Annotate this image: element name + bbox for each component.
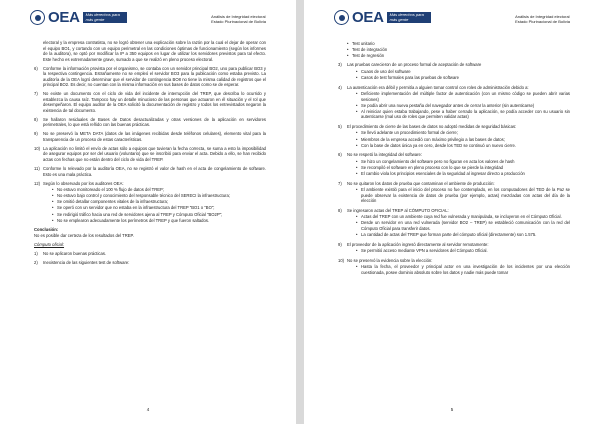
bullet-item: • Cuaos de uso del software	[356, 69, 570, 75]
list-item	[338, 62, 570, 81]
document-page-right	[304, 0, 600, 424]
list-item	[34, 251, 266, 257]
bullet-item: • Hasta la fecha, el proveedor y principal actor en una investigación de los incidentes por una elección cuestionada, posee dominio absoluto sobre los datos y nadie más puede tomar	[356, 264, 570, 275]
page-number: 5	[450, 407, 454, 412]
document-reference	[515, 14, 570, 25]
doc-ref-line-1: Análisis de Integridad electoral	[515, 14, 570, 19]
list-item	[34, 166, 266, 177]
item-text: Las pruebas carecieron de un proceso formal de aceptación de software	[347, 62, 482, 68]
bullet-item: • Test unitario	[347, 41, 570, 47]
item-number: 9)	[34, 131, 38, 137]
bullet-item: • No estuvo bajo control y conocimiento del responsable técnico del SERECI la infraestructura;	[52, 193, 266, 199]
item-text: No existe un documento con el ciclo de vida del incidente de interrupción del TREP, que describa lo ocurrido y establezca la causa raíz. Tampoco hay un detalle minucioso de las personas que actuaron en él situación y el rol que desempeñaron. El equipo auditor de la OEA solicitó la documentación de registro y todos los entrevistados negaron la existencia de tal documento.	[43, 91, 266, 113]
list-item	[34, 181, 266, 224]
item-number: 7)	[338, 180, 342, 186]
logo-text: OEA	[48, 9, 80, 26]
list-item	[34, 131, 266, 142]
item-text: Se hallaron residuales de Bases de Datos desactualizadas y otras versiones de la aplicación en servidores perimetrales, lo que está reñido con las buenas prácticas.	[43, 116, 266, 128]
bullet-item: • Se podía abrir una nueva pestaña del navegador antes de cerrar la anterior (sin autenticarse)	[356, 103, 570, 109]
item-text: Conforme lo relevado por la auditoría OEA, no se registró el valor de hash en el acta de congelamiento de software. Esto es una mala práctica.	[43, 166, 266, 177]
list-item	[34, 91, 266, 113]
bullet-item: • Casos de test formales para las pruebas de software	[356, 75, 570, 81]
bullet-item: • Se operó con un servidor que no estaba en la infraestructura del TREP "BO1 o "BO";	[52, 205, 266, 211]
bullet-item: • No se emplearon adecuadamente los perímetros del TREP y que fueron saltados.	[52, 218, 266, 224]
item-text: El proveedor de la aplicación ingresó directamente al servidor remotamente:	[347, 241, 489, 247]
page-content	[34, 40, 266, 269]
logo-text: OEA	[352, 9, 384, 26]
item-number: 7)	[34, 91, 38, 97]
item-number: 8)	[338, 207, 342, 213]
list-item	[338, 181, 570, 205]
conclusion-heading: Conclusión:	[34, 227, 59, 233]
bullet-list	[347, 130, 570, 148]
item-number: 9)	[338, 241, 342, 247]
item-text: Conforme la información provista por el organismo, se contaba con un servidor principal BO2, uno para publicar BO3 y la respectiva contingencia. Estrañamente no se empleó el servidor BO3 para la publicación como estaba previsto. La auditoría de la OEA logró determinar que el servidor de contingencia BO8 no tiene la misma calidad de registros que el principal BO2. Es decir, no cuentan con la misma información en sus bases de datos como se de esperar.	[43, 65, 266, 88]
bullet-item: • Se llevó adelante un procedimiento formal de cierre;	[356, 130, 570, 136]
bullet-item: • Desde un servidor en una red vulnerada (servidor BO2 – TREP) se estableció comunicación con la red del Cómputo Oficial para transferir datos.	[356, 220, 570, 231]
item-text: Según lo observado por los auditores OEA:	[43, 180, 124, 186]
bullet-list	[347, 159, 570, 177]
doc-ref-line-1: Análisis de Integridad electoral	[211, 14, 266, 19]
section-heading: Cómputo oficial:	[34, 241, 65, 247]
item-text: No se aplicaron buenas prácticas.	[43, 251, 107, 256]
item-number: 10)	[338, 257, 345, 263]
item-number: 6)	[34, 65, 38, 71]
doc-ref-line-2: Estado Plurinacional de Bolivia	[211, 19, 266, 25]
item-number: 6)	[338, 152, 342, 158]
page-number: 4	[146, 407, 150, 412]
bullet-list	[43, 187, 266, 223]
list-item	[338, 124, 570, 149]
bullet-item: • Se omitió detallar componentes vitales de la infraestructura;	[52, 199, 266, 205]
bullet-item: • El ambiente existió para el inicio del proceso no fue contemplado, en los computadores del TED de la Paz se puede observar la existencia de datos de prueba (por ejemplo, actas) mezcladas con actas del día de la elección	[356, 187, 570, 204]
bullet-list	[347, 187, 570, 204]
list-item	[34, 146, 266, 163]
bullet-item: • Test de regresión	[347, 53, 570, 59]
item-number: 3)	[338, 62, 342, 68]
item-number: 11)	[34, 166, 40, 172]
bullet-item: • Al reiniciar quien estaba trabajando, pese a haber cerrado la aplicación, se podía acceder con su usuario sin autenticarse (mal uso de roles que permiten validar actas)	[356, 109, 570, 120]
item-number: 8)	[34, 116, 38, 122]
page-header	[304, 4, 600, 34]
bullet-item: • Se hizo un congelamiento del software pero no figuran en acta los valores de hash	[356, 159, 570, 165]
bullet-item: • La cantidad de actas del TREP que forman parte del cómputo oficial (directamente) son 1.575.	[356, 232, 570, 238]
page-content	[338, 40, 570, 280]
list-item	[34, 117, 266, 128]
item-number: 2)	[34, 260, 38, 266]
oea-seal-icon	[30, 10, 45, 25]
item-number: 5)	[338, 123, 342, 129]
bullet-item: • Miembros de la empresa accedió con máximo privilegio a las bases de datos;	[356, 137, 570, 143]
item-number: 4)	[338, 84, 342, 90]
item-number: 10)	[34, 145, 41, 151]
bullet-item: • Con la base de datos única ya en cero, desde los TED se continuó un nuevo cierre.	[356, 143, 570, 149]
item-number: 1)	[34, 251, 38, 256]
list-item	[338, 152, 570, 177]
oea-seal-icon	[334, 10, 349, 25]
list-item	[338, 258, 570, 276]
bullet-list	[347, 214, 570, 237]
list-item	[338, 208, 570, 238]
bullet-item: • Actas del TREP con un ambiente cuya red fue vulnerada y manipulada, se incluyeron en el Cómputo Oficial.	[356, 214, 570, 220]
item-number: 12)	[34, 180, 41, 186]
page-header	[0, 4, 296, 34]
list-item	[34, 66, 266, 88]
document-page-left	[0, 0, 296, 424]
list-item	[338, 242, 570, 255]
oea-logo	[30, 9, 127, 26]
item-text: Inexistencia de las siguientes test de software:	[43, 260, 130, 266]
item-text: La autenticación era débil y permitía a alguien tomar control con roles de administración debido a:	[347, 84, 529, 90]
item-text: Se ingresaron actas del TREP al CÓMPUTO OFICIAL:	[347, 207, 449, 213]
bullet-item: • Test de integración	[347, 47, 570, 53]
conclusion-text: No es posible dar certeza de los resultados del TREP.	[34, 232, 134, 238]
bullet-list	[347, 91, 570, 120]
document-reference	[211, 14, 266, 25]
oea-logo	[334, 9, 431, 26]
item-text: No se preservó la evidencia sobre la elección:	[347, 257, 433, 263]
item-text: No se respetó la integridad del software:	[347, 152, 422, 158]
item-text: La aplicación no limitó el envío de actas sólo a equipos que tuvieran la fecha correcta, se suma a esto la imposibilidad de asegurar equipos por ser del usuario (voluntario) que se inscribió para enviar el acta. Debido a ello, se han recibido actas con fechas que no están dentro del ciclo de vida del TREP.	[43, 145, 266, 162]
bullet-list	[347, 248, 570, 254]
item-text: No se preservó la META DATA (datos de las imágenes recibidas desde teléfonos celulares), elemento vital para la transparencia de un proceso de estas características.	[43, 131, 266, 142]
bullet-item: • No estuvo monitoreado el 100 % flujo de datos del TREP;	[52, 187, 266, 193]
bullet-item: • Se redirigió tráfico hacia una red de servidores ajena al TREP y Cómputo Oficial "BO2P";	[52, 212, 266, 218]
bullet-item: • Se recompiló el software en pleno proceso con lo que se pierde la integridad	[356, 165, 570, 171]
item-text: El procedimiento de cierre de las bases de datos no adoptó medidas de seguridad básicas:	[347, 123, 517, 129]
bullet-item: • Se permitió acceso mediante VPN a servidores del Cómputo Oficial.	[356, 248, 570, 254]
bullet-item: • El cambio viola los principios esenciales de la seguridad al ingresar directo a producción	[356, 171, 570, 177]
list-item	[338, 85, 570, 121]
intro-paragraph: electoral y la empresa contratista, no se logró obtener una explicación sobre la razón por la cual el dejar de operar con el equipo BO1, y cortando con un equipo perimetral en las condiciones óptimas de funcionamiento (según los informes de la auditora), se optó por modificar la IP a 350 equipos en lugar de utilizar los servidores previstos para tal efecto. Este hecho es extremadamente grave, sumado a que se realizó en pleno proceso electoral.	[43, 40, 266, 62]
bullet-item: • Deficiente implementación del múltiple factor de autenticación (con un mismo código se pueden abrir varias sesiones)	[356, 91, 570, 102]
bullet-list	[347, 264, 570, 275]
logo-tagline: Más derechos para más gente	[83, 12, 127, 23]
bullet-list	[347, 69, 570, 81]
list-item	[34, 260, 266, 266]
logo-tagline: Más derechos para más gente	[387, 12, 431, 23]
item-text: No se quitaron los datos de prueba que contaminan el ambiente de producción:	[347, 180, 495, 186]
doc-ref-line-2: Estado Plurinacional de Bolivia	[515, 19, 570, 25]
bullet-list	[338, 41, 570, 59]
